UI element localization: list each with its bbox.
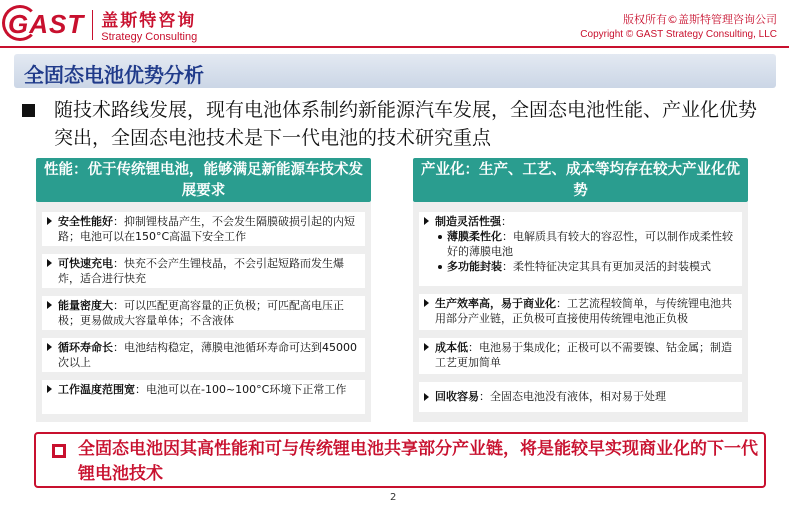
list-item <box>42 338 365 372</box>
arrow-bullet-icon <box>47 301 52 309</box>
item-text: ：电池可以在-100~100°C环境下正常工作 <box>135 383 347 396</box>
page-title: 全固态电池优势分析 <box>24 63 204 87</box>
item-text: ：电池易于集成化；正极可以不需要镍、钴金属；制造工艺更加简单 <box>435 341 732 369</box>
copyright-cn: 版权所有©盖斯特管理咨询公司 <box>623 13 777 26</box>
dot-bullet-icon <box>438 265 442 269</box>
list-item <box>419 338 742 374</box>
list-item <box>42 212 365 246</box>
arrow-bullet-icon <box>424 393 429 401</box>
item-label: 制造灵活性强 <box>435 215 501 228</box>
arrow-bullet-icon <box>424 217 429 225</box>
sub-item-text: ：电解质具有较大的容忍性，可以制作成柔性较好的薄膜电池 <box>447 230 733 258</box>
performance-panel-header: 性能：优于传统锂电池，能够满足新能源车技术发展要求 <box>36 158 371 202</box>
item-text: ： <box>501 215 512 228</box>
arrow-bullet-icon <box>424 343 429 351</box>
industrialization-panel-header: 产业化：生产、工艺、成本等均存在较大产业化优势 <box>413 158 748 202</box>
list-item <box>419 212 742 286</box>
item-text: ：电池结构稳定，薄膜电池循环寿命可达到45000次以上 <box>58 341 357 369</box>
sub-item-label: 多功能封装 <box>447 260 502 273</box>
header <box>0 0 789 46</box>
hollow-square-bullet-icon <box>52 444 66 458</box>
list-item <box>419 382 742 412</box>
item-label: 工作温度范围宽 <box>58 383 135 396</box>
item-text: ：抑制锂枝晶产生，不会发生隔膜破损引起的内短路；电池可以在150°C高温下安全工作 <box>58 215 355 243</box>
logo-name-en: Strategy Consulting <box>101 31 198 43</box>
conclusion-box <box>34 432 766 488</box>
page-number: 2 <box>390 492 397 503</box>
conclusion-text: 全固态电池因其高性能和可与传统锂电池共享部分产业链，将是能较早实现商业化的下一代锂电池技术 <box>78 439 758 484</box>
item-label: 成本低 <box>435 341 468 354</box>
list-item <box>42 296 365 330</box>
item-text: ：快充不会产生锂枝晶，不会引起短路而发生爆炸，适合进行快充 <box>58 257 344 285</box>
title-bar <box>14 54 776 88</box>
item-label: 循环寿命长 <box>58 341 113 354</box>
sub-item-text: ：柔性特征决定其具有更加灵活的封装模式 <box>502 260 711 273</box>
arrow-bullet-icon <box>47 343 52 351</box>
logo-ring-icon <box>2 5 38 41</box>
logo-name-cn: 盖斯特咨询 <box>101 11 197 31</box>
dot-bullet-icon <box>438 235 442 239</box>
copyright <box>580 12 777 42</box>
list-item <box>419 294 742 330</box>
arrow-bullet-icon <box>47 259 52 267</box>
arrow-bullet-icon <box>47 385 52 393</box>
logo-mark-text: GAST <box>8 9 85 39</box>
item-label: 安全性能好 <box>58 215 113 228</box>
performance-panel <box>36 158 371 426</box>
performance-panel-body <box>36 202 371 422</box>
copyright-en: Copyright © GAST Strategy Consulting, LLC <box>580 29 777 40</box>
industrialization-panel <box>413 158 748 426</box>
arrow-bullet-icon <box>424 299 429 307</box>
header-divider <box>0 46 789 48</box>
sub-item <box>435 259 736 274</box>
list-item <box>42 380 365 414</box>
arrow-bullet-icon <box>47 217 52 225</box>
item-label: 回收容易 <box>435 390 479 403</box>
lead-text: 随技术路线发展，现有电池体系制约新能源汽车发展，全固态电池性能、产业化优势突出，全固态电池技术是下一代电池的技术研究重点 <box>54 99 758 149</box>
item-text: ：可以匹配更高容量的正负极；可匹配高电压正极；更易做成大容量单体；不含液体 <box>58 299 344 327</box>
logo-divider <box>92 10 93 40</box>
company-logo[interactable] <box>8 6 197 43</box>
item-text: ：全固态电池没有液体，相对易于处理 <box>479 390 666 403</box>
item-label: 能量密度大 <box>58 299 113 312</box>
lead-statement <box>22 96 772 152</box>
sub-item <box>435 229 736 259</box>
item-label: 生产效率高，易于商业化 <box>435 297 556 310</box>
list-item <box>42 254 365 288</box>
sub-item-label: 薄膜柔性化 <box>447 230 502 243</box>
logo-text <box>101 6 197 43</box>
square-bullet-icon <box>22 104 35 117</box>
industrialization-panel-body <box>413 202 748 422</box>
item-label: 可快速充电 <box>58 257 113 270</box>
logo-mark <box>8 9 84 40</box>
item-text: ：工艺流程较简单，与传统锂电池共用部分产业链，正负极可直接使用传统锂电池正负极 <box>435 297 732 325</box>
